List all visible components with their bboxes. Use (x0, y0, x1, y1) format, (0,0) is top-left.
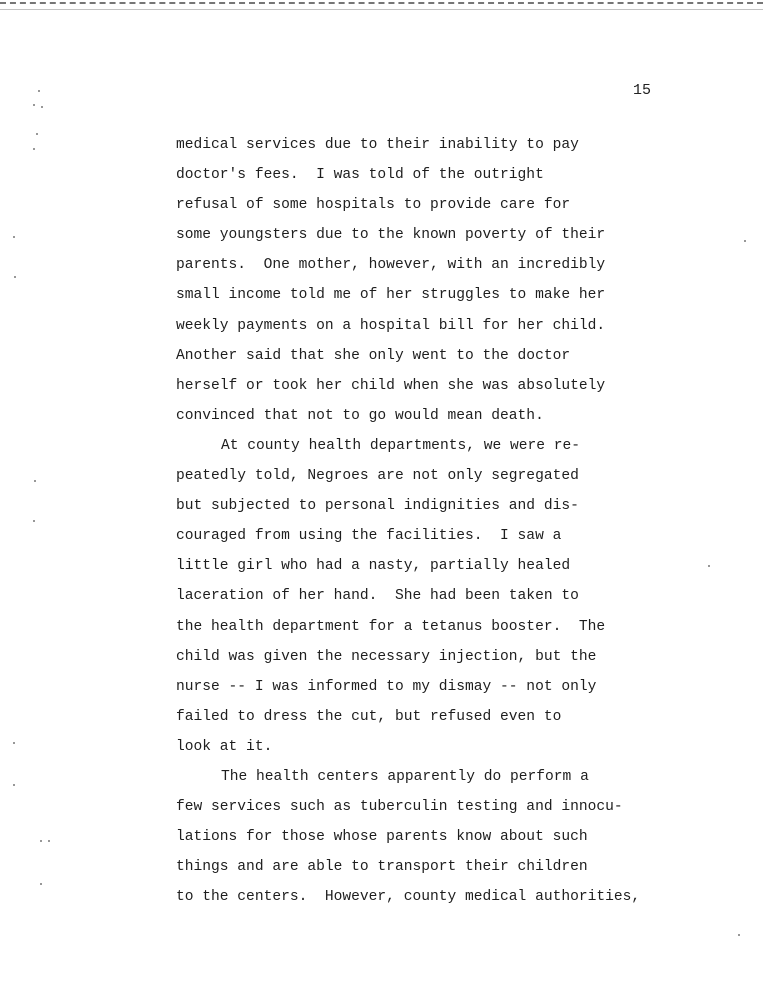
text-line: child was given the necessary injection, but the (176, 648, 597, 665)
scan-speck (708, 565, 710, 567)
scan-speck (33, 148, 35, 150)
text-line: convinced that not to go would mean death. (176, 407, 544, 424)
scan-speck (744, 240, 746, 242)
scan-speck (13, 236, 15, 238)
text-line: laceration of her hand. She had been taken to (176, 588, 579, 605)
scan-speck (38, 90, 40, 92)
text-line: to the centers. However, county medical authorities, (176, 889, 641, 906)
text-line: The health centers apparently do perform a (221, 768, 589, 785)
scan-speck (33, 520, 35, 522)
text-line: herself or took her child when she was absolutely (176, 377, 606, 394)
scan-speck (13, 784, 15, 786)
text-line: things and are able to transport their children (176, 859, 588, 876)
scan-speck (13, 742, 15, 744)
text-line: At county health departments, we were re- (221, 437, 581, 454)
text-line: look at it. (176, 738, 273, 755)
text-line: little girl who had a nasty, partially healed (176, 558, 571, 575)
text-line: some youngsters due to the known poverty of their (176, 227, 606, 244)
text-line: but subjected to personal indignities and dis- (176, 498, 579, 515)
text-line: parents. One mother, however, with an incredibly (176, 257, 606, 274)
body-text (176, 130, 676, 912)
text-line: weekly payments on a hospital bill for her child. (176, 317, 606, 334)
text-line: the health department for a tetanus booster. The (176, 618, 606, 635)
scan-speck (33, 104, 35, 106)
text-line: doctor's fees. I was told of the outright (176, 167, 544, 184)
text-line: refusal of some hospitals to provide care for (176, 197, 571, 214)
scan-speck (738, 934, 740, 936)
text-line: Another said that she only went to the doctor (176, 347, 571, 364)
scan-speck (34, 480, 36, 482)
scan-speck (48, 840, 50, 842)
text-line: nurse -- I was informed to my dismay -- not only (176, 678, 597, 695)
text-line: failed to dress the cut, but refused even to (176, 708, 562, 725)
text-line: medical services due to their inability to pay (176, 137, 579, 153)
scan-speck (40, 840, 42, 842)
scan-speck (14, 276, 16, 278)
text-line: couraged from using the facilities. I saw a (176, 528, 562, 545)
text-line: few services such as tuberculin testing and innocu- (176, 799, 623, 816)
text-line: lations for those whose parents know about such (176, 829, 588, 846)
scan-speck (40, 883, 42, 885)
scan-speck (36, 133, 38, 135)
text-line: small income told me of her struggles to make her (176, 287, 606, 304)
page-number: 15 (633, 82, 652, 99)
text-line: peatedly told, Negroes are not only segregated (176, 468, 579, 485)
scan-speck (41, 106, 43, 108)
scan-edge-top (0, 2, 763, 4)
scan-edge-line (0, 9, 763, 10)
